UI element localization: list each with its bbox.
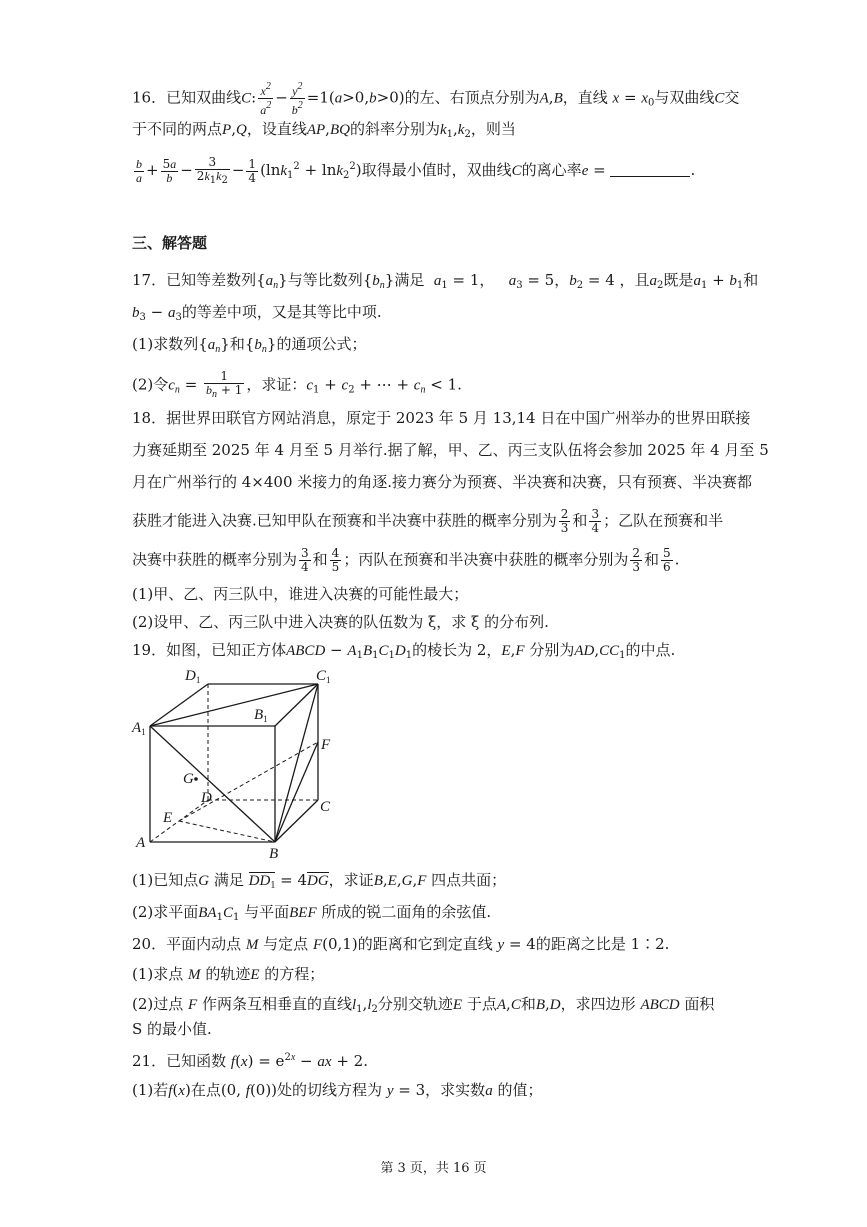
math: AP	[306, 122, 326, 138]
math-fraction: $\frac{3}{4}$	[301, 546, 309, 574]
text: (1)已知点	[132, 871, 199, 889]
math: a	[485, 1083, 493, 1099]
cube-figure	[128, 664, 358, 864]
text: 面积	[684, 995, 715, 1013]
math: AD	[574, 643, 595, 659]
math: x	[612, 90, 620, 107]
text: 的距离和它到定直线	[357, 935, 493, 953]
math-fraction: $\frac{b}{a}$	[136, 156, 142, 185]
q20-part2: (2)过点 F 作两条互相垂直的直线$l_1,l_2$分别交轨迹E 于点A,C和B,D，求四边形 ABCD 面积	[132, 995, 715, 1015]
text: 和	[520, 995, 536, 1013]
math: BEF	[289, 905, 317, 921]
math: C	[511, 163, 522, 179]
math: M	[188, 967, 201, 983]
math: M	[245, 937, 259, 953]
text: 与平面	[244, 903, 290, 921]
math-vector: DG	[307, 873, 329, 889]
text: 与定点	[263, 935, 309, 953]
text: 的棱长为 2，	[412, 641, 502, 659]
text: 的距离之比是 1∶2.	[535, 935, 670, 953]
math: P	[222, 122, 232, 138]
math: y	[497, 937, 505, 953]
text: (2)令	[132, 375, 169, 394]
q19-line1: 19．如图，已知正方体ABCD − $A_1B_1C_1D_1$的棱长为 2，E,F 分别为$AD,CC_1$的中点.	[132, 641, 676, 661]
text: ；乙队在预赛和半	[603, 511, 724, 530]
text: 所成的锐二面角的余弦值.	[321, 903, 492, 921]
text: 作两条互相垂直的直线	[201, 995, 352, 1013]
text: 已知双曲线	[166, 88, 242, 107]
cube-vertex-label: B	[269, 846, 279, 862]
text: ，且	[619, 271, 650, 289]
text: 获胜才能进入决赛.已知甲队在预赛和半决赛中获胜的概率分别为	[132, 511, 557, 530]
q20-part1	[132, 962, 324, 987]
q17-part2: (2)令$c_n$ = $\frac{1}{b_n + 1}$ ，求证：$c_1 + c_2$ + ⋯ + $c_n < 1$.	[132, 369, 462, 400]
math: E	[452, 997, 463, 1013]
text: (2)求平面	[132, 903, 199, 921]
text: 已知函数	[166, 1052, 227, 1070]
q18-line2: 力赛延期至 2025 年 4 月至 5 月举行.据了解，甲、乙、丙三支队伍将会参加 2025 年 4 月至 5	[132, 441, 769, 459]
cube-point-label: F	[321, 737, 331, 753]
q17-part1: (1)求数列$\{a_n\}$和$\{b_n\}$的通项公式；	[132, 335, 367, 355]
q16-line2: 于不同的两点P,Q，设直线AP,BQ的斜率分别为$k_1,k_2$，则当	[132, 120, 516, 140]
text: 满足	[213, 871, 244, 889]
text: 与等比数列	[287, 271, 363, 289]
math: F	[312, 937, 323, 953]
cube-vertex-label: $A_1$	[132, 720, 146, 737]
text: ，求证：	[246, 375, 307, 394]
q18-number: 18．	[132, 409, 167, 427]
text: 和	[229, 335, 245, 353]
text: 满足	[394, 271, 425, 289]
q18-line4	[132, 508, 723, 535]
cube-vertex-label: $B_1$	[254, 707, 268, 724]
math-vector: $DD_1$	[248, 873, 276, 891]
text: 四点共面；	[431, 871, 507, 889]
text: 与双曲线	[654, 88, 715, 107]
text: 取得最小值时，双曲线	[361, 161, 512, 179]
q19-number: 19．	[132, 641, 167, 659]
text: 已知等差数列	[166, 271, 257, 289]
math-fraction: $\frac{y^2}{b^2}$	[291, 81, 303, 117]
cube-vertex-label: $C_1$	[316, 668, 331, 685]
text: 的左、右顶点分别为	[404, 88, 540, 107]
math-fraction: $\frac{1}{b_n + 1}$	[206, 369, 243, 400]
math: B	[535, 997, 546, 1013]
q21-part1: (1)若f(x)在点(0, f(0))处的切线方程为 y = 3，求实数a 的值；	[132, 1081, 543, 1099]
text: 的方程；	[264, 965, 325, 983]
q18-line5: 决赛中获胜的概率分别为 $\frac{3}{4}$ 和 $\frac{4}{5}$ ；丙队在预赛和半决赛中获胜的概率分别为 $\frac{2}{3}$ 和 $\frac{5}{6}$ .	[132, 546, 680, 574]
math-fraction: $\frac{2}{3}$	[632, 546, 640, 574]
q20-part2-cont: S 的最小值.	[132, 1020, 212, 1038]
text: ，求实数	[425, 1081, 486, 1099]
text: 的通项公式；	[276, 335, 367, 353]
q19-part2: (2)求平面$BA_1C_1$ 与平面BEF 所成的锐二面角的余弦值.	[132, 903, 492, 923]
math: B	[373, 873, 383, 889]
cube-point-label: E	[163, 810, 173, 826]
text: 分别交轨迹	[377, 995, 453, 1013]
math-fraction: $\frac{4}{5}$	[331, 546, 340, 574]
text: ，设直线	[246, 120, 307, 138]
text: (2)过点	[132, 995, 184, 1013]
q16-line3: $\frac{b}{a}$ + $\frac{5a}{b}$ − $\frac{3}{2k_1k_2}$ − $\frac{1}{4}$ (lnk$_1^2$ + lnk$_2^2$)取得最小值时，双曲线C的离心率e = .	[136, 154, 696, 186]
q18-line1	[132, 406, 750, 430]
text: 如图，已知正方体	[166, 641, 287, 659]
q21-line1: 21．已知函数 $f(x) = e^{2x}$ − ax + 2.	[132, 1052, 368, 1070]
math: e	[581, 163, 589, 179]
q16-number: 16．	[132, 88, 167, 107]
math: f	[230, 1054, 236, 1070]
math-fraction: $\frac{5}{6}$	[662, 546, 671, 574]
text: ，直线	[562, 88, 608, 107]
q21-number: 21．	[132, 1052, 167, 1070]
math: A	[539, 90, 549, 107]
q17-number: 17．	[132, 271, 167, 289]
answer-blank	[610, 162, 690, 177]
text: 处的切线方程为	[277, 1081, 383, 1099]
cube-vertex-label: A	[136, 835, 146, 851]
math: y	[386, 1083, 394, 1099]
math: C	[714, 90, 725, 107]
cube-point-label: G	[183, 771, 194, 787]
math-fraction: $\frac{3}{2k_1k_2}$	[196, 154, 228, 186]
math: E	[250, 967, 260, 983]
text: 的离心率	[521, 161, 582, 179]
cube-vertex-label: C	[320, 799, 331, 815]
q17-line2: $b_3 - a_3$的等差中项，又是其等比中项.	[132, 303, 382, 323]
math: BA	[198, 905, 217, 921]
text: 分别为	[529, 641, 575, 659]
math: F	[188, 997, 198, 1013]
text: 交	[724, 88, 740, 107]
q18-part2: (2)设甲、乙、丙三队中进入决赛的队伍数为 ξ，求 ξ 的分布列.	[132, 613, 549, 631]
section-title: 三、解答题	[132, 234, 208, 252]
math-fraction: $\frac{1}{4}$	[248, 156, 257, 185]
math: C	[241, 90, 252, 107]
text: 于点	[466, 995, 497, 1013]
text: 于不同的两点	[132, 120, 223, 138]
page-footer: 第 3 页，共 16 页	[380, 1161, 487, 1176]
math: A	[496, 997, 507, 1013]
text: 和	[643, 550, 659, 569]
q20-number: 20．	[132, 935, 167, 953]
math: ABCD	[640, 997, 680, 1013]
text: 和	[743, 271, 759, 289]
text: 的值；	[497, 1081, 543, 1099]
math-fraction: $\frac{5a}{b}$	[162, 156, 177, 185]
text: 平面内动点	[166, 935, 242, 953]
text: 决赛中获胜的概率分别为	[132, 550, 298, 569]
q17-line1: 17．已知等差数列$\{a_n\}$与等比数列$\{b_n\}$满足 $a_1 = 1$， $a_3 = 5$，$b_2 = 4$ ，且$a_2$既是$a_1 + b_1$和	[132, 271, 759, 291]
text: ，求四边形	[560, 995, 636, 1013]
text: 在点	[190, 1081, 221, 1099]
text: ；丙队在预赛和半决赛中获胜的概率分别为	[343, 550, 629, 569]
text: (1)求数列	[132, 335, 199, 353]
math-fraction: $\frac{2}{3}$	[560, 507, 569, 535]
q18-line3: 月在广州举行的 4×400 米接力的角逐.接力赛分为预赛、半决赛和决赛，只有预赛、半决赛都	[132, 473, 753, 491]
cube-vertex-label: $D_1$	[185, 668, 201, 685]
text: 的中点.	[625, 641, 676, 659]
math: G	[198, 873, 210, 889]
text: 和	[572, 511, 588, 530]
math: l	[352, 997, 357, 1013]
q19-part1: (1)已知点G 满足 $DD_1 = 4DG$，求证B,E,G,F 四点共面；	[132, 871, 507, 891]
math: k	[439, 122, 447, 138]
text: 据世界田联官方网站消息，原定于 2023 年 5 月 13,14 日在中国广州举办的世界田联接	[166, 409, 751, 427]
math: f	[168, 1083, 173, 1099]
text: 的等差中项，又是其等比中项.	[181, 303, 382, 321]
math: E	[501, 643, 511, 659]
math: ABCD	[286, 643, 326, 659]
text: 既是	[663, 271, 694, 289]
math-fraction: $\frac{x^2}{a^2}$	[260, 81, 272, 117]
text: 的斜率分别为	[349, 120, 440, 138]
cube-vertex-label: D	[201, 790, 212, 806]
text: 和	[312, 550, 328, 569]
text: (1)若	[132, 1081, 169, 1099]
math-fraction: $\frac{3}{4}$	[591, 507, 600, 535]
q18-part1: (1)甲、乙、丙三队中，谁进入决赛的可能性最大；	[132, 585, 469, 603]
text: (1)求点	[132, 965, 184, 983]
text: ，则当	[470, 120, 516, 138]
text: ，求证	[328, 871, 374, 889]
q16-line1: 16．已知双曲线C: $\frac{x^2}{a^2}$ − $\frac{y^2}{b^2}$ =1(a>0,b>0)的左、右顶点分别为A,B，直线 $x = x_0$与双曲线C交	[132, 81, 740, 117]
q20-line1: 20．平面内动点 M 与定点 F(0,1)的距离和它到定直线 y = 4的距离之比是 1∶2.	[132, 935, 670, 953]
text: 的轨迹	[205, 965, 251, 983]
